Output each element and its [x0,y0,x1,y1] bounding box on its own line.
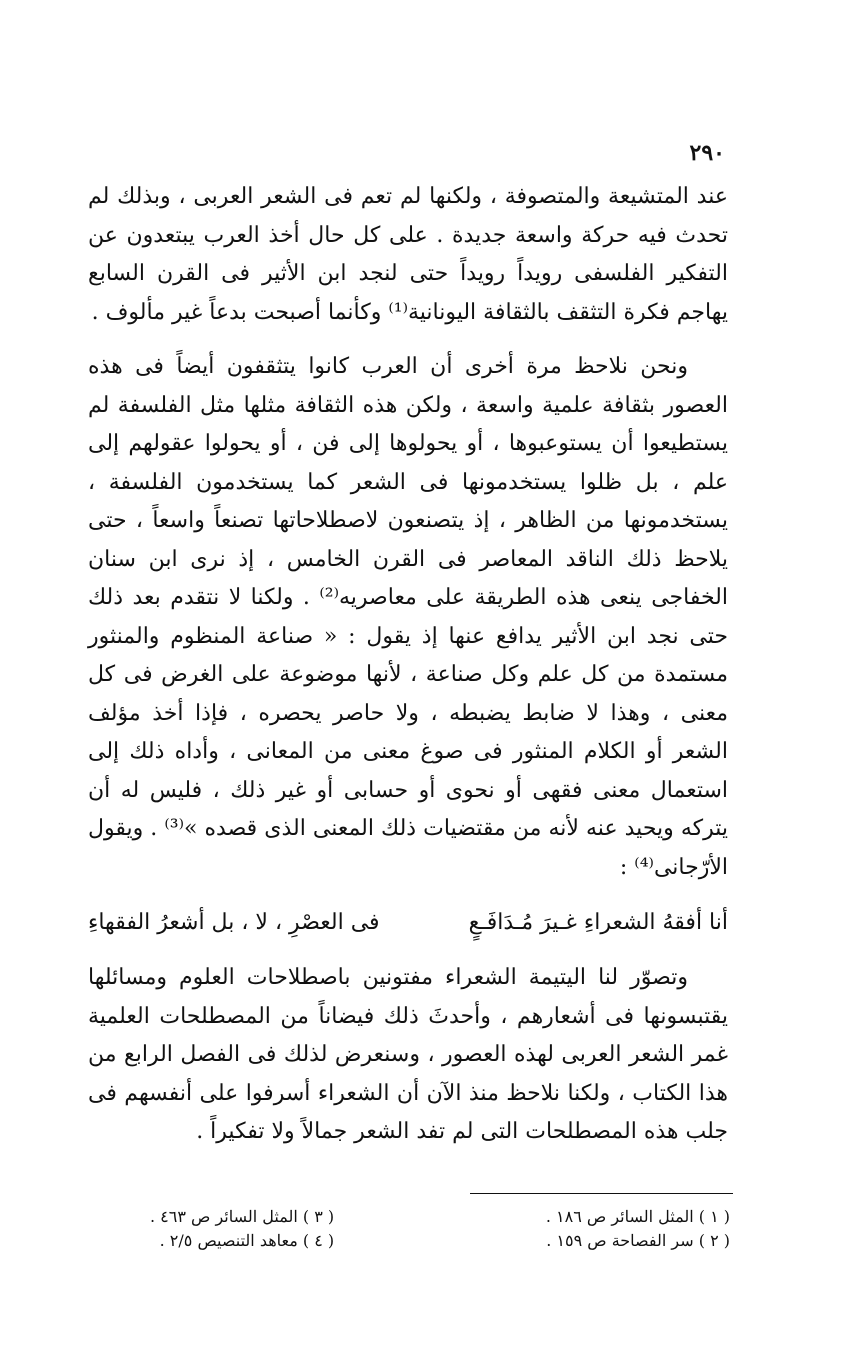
page-number: ٢٩٠ [689,140,725,166]
verse-gap-bottom [88,943,728,959]
paragraph-3: وتصوّر لنا اليتيمة الشعراء مفتونين باصطلاحات العلوم ومسائلها يقتبسونها فى أشعارهم ، وأحدثَ ذلك فيضاناً من المصطلحات العلمية غمر الشعر العربى لهذه العصور ، وسنعرض لذلك فى الفصل الرابع من هذا الكتاب ، ولكنا نلاحظ منذ الآن أن الشعراء أسرفوا على أنفسهم فى جلب هذه المصطلحات التى لم تفد الشعر جمالاً ولا تفكيراً . [88,965,728,1144]
footnote-divider [470,1193,733,1194]
footnotes-right-column [546,1205,730,1253]
paragraph-2: ونحن نلاحظ مرة أخرى أن العرب كانوا يتثقفون أيضاً فى هذه العصور بثقافة علمية واسعة ، ولكن هذه الثقافة مثلها مثل الفلسفة لم يستطيعوا أن يستوعبوها ، أو يحولوها إلى فن ، أو يحولوا عقولهم إلى علم ، بل ظلوا يستخدمونها فى الشعر كما يستخدمون الفلسفة ، يستخدمونها من الظاهر ، إذ يتصنعون لاصطلاحاتها تصنعاً واسعاً ، حتى يلاحظ ذلك الناقد المعاصر فى القرن الخامس ، إذ نرى ابن سنان الخفاجى ينعى هذه الطريقة على معاصريه⁽²⁾ . ولكنا لا نتقدم بعد ذلك حتى نجد ابن الأثير يدافع عنها إذ يقول : « صناعة المنظوم والمنثور مستمدة من كل علم وكل صناعة ، لأنها موضوعة على الغرض فى كل معنى ، وهذا لا ضابط يضبطه ، ولا حاصر يحصره ، فإذا أخذ مؤلف الشعر أو الكلام المنثور فى صوغ معنى من المعانى ، وأداه ذلك إلى استعمال معنى فقهى أو نحوى أو حسابى أو غير ذلك ، فليس له أن يتركه ويحيد عنه لأنه من مقتضيات ذلك المعنى الذى قصده »⁽³⁾ . ويقول الأرّجانى⁽⁴⁾ : [88,354,728,880]
footnote-2: ( ٢ ) سر الفصاحة ص ١٥٩ . [546,1231,730,1250]
footnote-3: ( ٣ ) المثل السائر ص ٤٦٣ . [150,1207,335,1226]
footnotes-left-column [150,1205,334,1253]
paragraph-gap [88,332,728,348]
footnotes [150,1205,730,1253]
body-text [88,178,728,1152]
verse-first-hemistich: أنا أفقهُ الشعراءِ غـيرَ مُـدَافَـعٍ [468,910,728,935]
footnote-1: ( ١ ) المثل السائر ص ١٨٦ . [545,1207,730,1226]
verse-second-hemistich: فى العصْرِ ، لا ، بل أشعرُ الفقهاءِ [88,910,380,935]
paragraph-1: عند المتشيعة والمتصوفة ، ولكنها لم تعم فى الشعر العربى ، وبذلك لم تحدث فيه حركة واسعة جديدة . على كل حال أخذ العرب يبتعدون عن التفكير الفلسفى رويداً رويداً حتى لنجد ابن الأثير فى القرن السابع يهاجم فكرة التثقف بالثقافة اليونانية⁽¹⁾ وكأنما أصبحت بدعاً غير مألوف . [88,184,728,325]
verse-line [88,903,728,943]
footnote-4: ( ٤ ) معاهد التنصيص ٢/٥ . [159,1231,335,1250]
verse-gap-top [88,887,728,903]
